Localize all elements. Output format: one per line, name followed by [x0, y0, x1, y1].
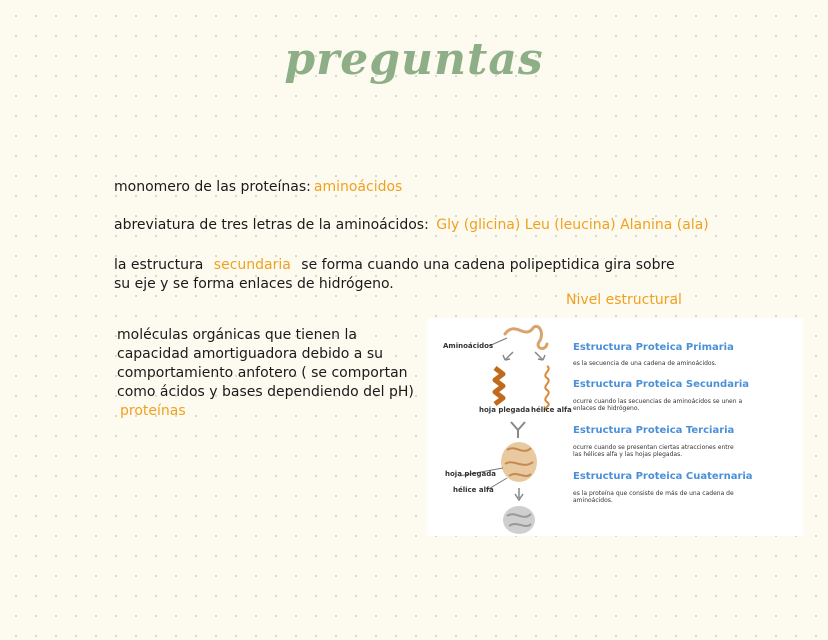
answer-text: aminoácidos: [313, 179, 403, 195]
answer-text: secundaria: [213, 257, 291, 273]
figure-label-helice-alfa-2: hélice alfa: [453, 486, 494, 494]
answer-text: proteínas: [120, 403, 186, 419]
estructura-cuaternaria-title: Estructura Proteica Cuaternaria: [573, 471, 753, 482]
estructura-primaria-desc: es la secuencia de una cadena de aminoácidos.: [573, 360, 717, 367]
question-estructura: [114, 256, 684, 294]
question-text-post: se forma cuando una cadena polipeptidica gira sobre su eje y se forma enlaces de hidrógeno.: [114, 257, 675, 292]
figure-label-hoja-plegada-2: hoja plegada: [445, 470, 496, 478]
question-text: monomero de las proteínas:: [114, 179, 311, 195]
nivel-estructural-label: Nivel estructural: [566, 292, 682, 308]
page-title: preguntas: [284, 34, 544, 85]
question-moleculas: [117, 326, 427, 421]
estructura-terciaria-desc: ocurre cuando se presentan ciertas atracciones entre las hélices alfa y las hojas plegadas.: [573, 444, 734, 458]
estructura-cuaternaria-desc: es la proteína que consiste de más de una cadena de aminoácidos.: [573, 490, 734, 504]
estructura-primaria-title: Estructura Proteica Primaria: [573, 342, 734, 353]
question-text-pre: la estructura: [114, 257, 204, 273]
question-text: abreviatura de tres letras de la aminoácidos:: [114, 217, 429, 233]
question-text: moléculas orgánicas que tienen la capacidad amortiguadora debido a su comportamiento anfotero ( se comportan como ácidos y bases dependiendo del pH): [117, 327, 414, 400]
question-abreviatura: [114, 216, 709, 235]
figure-label-hoja-plegada: hoja plegada: [479, 406, 530, 414]
estructura-secundaria-desc: ocurre cuando las secuencias de aminoácidos se unen a enlaces de hidrógeno.: [573, 398, 743, 412]
estructura-terciaria-title: Estructura Proteica Terciaria: [573, 425, 735, 436]
answer-text: Gly (glicina) Leu (leucina) Alanina (ala): [436, 217, 709, 233]
question-monomero: [114, 178, 402, 197]
protein-structure-figure: [427, 318, 803, 536]
figure-label-aminoacidos: Aminoácidos: [443, 342, 494, 350]
estructura-secundaria-title: Estructura Proteica Secundaria: [573, 379, 750, 390]
figure-label-helice-alfa: hélice alfa: [531, 406, 572, 414]
